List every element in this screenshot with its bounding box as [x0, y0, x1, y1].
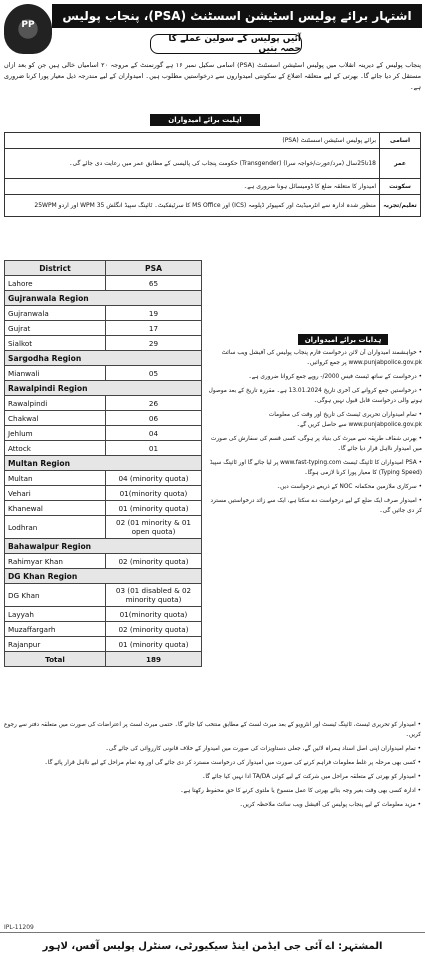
ad-subtitle: آئیں پولیس کے سولین عملے کا حصہ بنیں [150, 34, 302, 54]
psa-count: 01 [106, 441, 202, 456]
district-name: DG Khan [5, 584, 106, 607]
district-name: Rawalpindi [5, 396, 106, 411]
district-row [5, 622, 202, 637]
district-name: Lodhran [5, 516, 106, 539]
district-row [5, 321, 202, 336]
col-district: District [5, 261, 106, 276]
district-name: Chakwal [5, 411, 106, 426]
psa-count: 04 [106, 426, 202, 441]
req-row-domicile [5, 179, 421, 195]
psa-count: 02 (minority quota) [106, 622, 202, 637]
instruction-item: • PSA امیدواران کا ٹائپنگ ٹیسٹ www.fast-typing.com پر لیا جائے گا اور ٹائپنگ سپیڈ (Typing Speed) کا معیار پورا کرنا لازمی ہوگا۔ [209, 460, 422, 476]
req-domicile-value: امیدوار کا متعلقہ ضلع کا ڈومیسائل ہونا ضروری ہے۔ [5, 179, 380, 195]
district-name: Rahimyar Khan [5, 554, 106, 569]
note-item: • امیدوار کو تحریری ٹیسٹ، ٹائپنگ ٹیسٹ اور انٹرویو کے بعد میرٹ لسٹ کے مطابق منتخب کیا جائے گا۔ حتمی میرٹ لسٹ پر اعتراضات کی صورت میں متعلقہ دفتر سے رجوع کریں۔ [3, 722, 421, 738]
region-name: Gujranwala Region [5, 291, 202, 306]
instruction-item: • خواہشمند امیدواران آن لائن درخواست فارم پنجاب پولیس کی آفیشل ویب سائٹ www.punjabpolice.gov.pk پر جمع کروائیں۔ [221, 350, 422, 366]
note-item: • مزید معلومات کے لیے پنجاب پولیس کی آفیشل ویب سائٹ ملاحظہ کریں۔ [239, 802, 421, 808]
district-name: Muzaffargarh [5, 622, 106, 637]
instruction-item: • بھرتی شفاف طریقہ سے میرٹ کی بنیاد پر ہوگی، کسی قسم کی سفارش کی صورت میں امیدوار نااہل قرار دیا جائے گا۔ [210, 436, 422, 452]
requirements-heading: اہلیت برائے امیدواران [150, 114, 260, 126]
psa-count: 01 (minority quota) [106, 637, 202, 652]
district-name: Lahore [5, 276, 106, 291]
district-row [5, 411, 202, 426]
district-name: Total [5, 652, 106, 667]
instructions-heading: ہدایات برائے امیدواران [298, 334, 388, 345]
district-name: Sialkot [5, 336, 106, 351]
punjab-police-logo [4, 4, 52, 54]
district-table [4, 260, 202, 667]
district-name: Gujranwala [5, 306, 106, 321]
psa-count: 17 [106, 321, 202, 336]
req-row-age [5, 149, 421, 179]
psa-count: 65 [106, 276, 202, 291]
req-row-post [5, 133, 421, 149]
district-row [5, 554, 202, 569]
psa-count: 29 [106, 336, 202, 351]
psa-count: 189 [106, 652, 202, 667]
total-row [5, 652, 202, 667]
instruction-item: • تمام امیدواران تحریری ٹیسٹ کی تاریخ اور وقت کی معلومات www.punjabpolice.gov.pk سے حاصل کریں گے۔ [268, 412, 422, 428]
req-post-value: برائے پولیس اسٹیشن اسسٹنٹ (PSA) [5, 133, 380, 149]
district-row [5, 584, 202, 607]
district-row [5, 396, 202, 411]
region-name: DG Khan Region [5, 569, 202, 584]
district-row [5, 426, 202, 441]
req-post-label: اسامی [380, 133, 421, 149]
district-name: Jehlum [5, 426, 106, 441]
district-name: Attock [5, 441, 106, 456]
district-name: Rajanpur [5, 637, 106, 652]
district-row [5, 607, 202, 622]
region-name: Bahawalpur Region [5, 539, 202, 554]
psa-count: 26 [106, 396, 202, 411]
note-item: • ادارہ کسی بھی وقت بغیر وجہ بتائے بھرتی کا عمل منسوخ یا ملتوی کرنے کا حق محفوظ رکھتا ہے۔ [180, 788, 421, 794]
col-psa: PSA [106, 261, 202, 276]
district-row [5, 637, 202, 652]
instruction-item: • درخواست کے ساتھ ٹیسٹ فیس 2000/- روپے جمع کروانا ضروری ہے۔ [248, 374, 422, 380]
region-row [5, 351, 202, 366]
footer-divider [0, 932, 425, 933]
footer-advertiser: المشتہر: اے آئی جی ایڈمن اینڈ سیکیورٹی، سنٹرل پولیس آفس، لاہور [42, 940, 383, 952]
note-item: • کسی بھی مرحلہ پر غلط معلومات فراہم کرنے کی صورت میں امیدوار کی درخواست مسترد کر دی جائے گی اور وہ تمام مراحل کے لیے نااہل قرار پائے گا۔ [44, 760, 421, 766]
psa-count: 03 (01 disabled & 02 minority quota) [106, 584, 202, 607]
ad-code: IPL-11209 [4, 924, 34, 931]
region-row [5, 456, 202, 471]
psa-count: 04 (minority quota) [106, 471, 202, 486]
req-age-label: عمر [380, 149, 421, 179]
psa-count: 01 (minority quota) [106, 501, 202, 516]
instruction-item: • درخواستیں جمع کروانے کی آخری تاریخ 13.01.2024 ہے۔ مقررہ تاریخ کے بعد موصول ہونے والی درخواست قابل قبول نہیں ہوگی۔ [208, 388, 422, 404]
region-name: Multan Region [5, 456, 202, 471]
district-row [5, 501, 202, 516]
psa-count: 02 (01 minority & 01 open quota) [106, 516, 202, 539]
district-row [5, 276, 202, 291]
district-name: Khanewal [5, 501, 106, 516]
region-name: Rawalpindi Region [5, 381, 202, 396]
note-item: • تمام امیدواران اپنی اصل اسناد ہمراہ لائیں گے، جعلی دستاویزات کی صورت میں امیدوار کے خلاف قانونی کارروائی کی جائے گی۔ [105, 746, 421, 752]
region-row [5, 291, 202, 306]
req-edu-value: منظور شدہ ادارہ سے انٹرمیڈیٹ اور کمپیوٹر ڈپلومہ (ICS) اور MS Office کا سرٹیفکیٹ۔ ٹائپنگ سپیڈ انگلش 35 WPM اور اردو 25WPM [5, 195, 380, 217]
district-row [5, 486, 202, 501]
district-table-body [5, 276, 202, 667]
region-name: Sargodha Region [5, 351, 202, 366]
notes-list [4, 720, 421, 814]
district-name: Layyah [5, 607, 106, 622]
req-edu-label: تعلیم/تجربہ [380, 195, 421, 217]
psa-count: 06 [106, 411, 202, 426]
logo-mark: PP [21, 20, 35, 30]
psa-count: 05 [106, 366, 202, 381]
psa-count: 19 [106, 306, 202, 321]
note-item: • امیدوار کو بھرتی کے متعلقہ مراحل میں شرکت کے لیے کوئی TA/DA ادا نہیں کیا جائے گا۔ [201, 774, 421, 780]
psa-count: 01(minority quota) [106, 486, 202, 501]
req-age-value: 18تا25سال (مرد/عورت/خواجہ سرا) (Transgender) حکومت پنجاب کی پالیسی کے مطابق عمر میں رعایت دی جائے گی۔ [5, 149, 380, 179]
instruction-item: • سرکاری ملازمین محکمانہ NOC کے ذریعے درخواست دیں۔ [276, 484, 422, 490]
district-row [5, 336, 202, 351]
req-domicile-label: سکونت [380, 179, 421, 195]
district-name: Multan [5, 471, 106, 486]
requirements-table [4, 132, 421, 217]
district-name: Mianwali [5, 366, 106, 381]
district-row [5, 441, 202, 456]
district-row [5, 306, 202, 321]
region-row [5, 569, 202, 584]
district-row [5, 471, 202, 486]
region-row [5, 381, 202, 396]
instructions-list [208, 348, 422, 520]
district-name: Vehari [5, 486, 106, 501]
instruction-item: • امیدوار صرف ایک ضلع کے لیے درخواست دے سکتا ہے، ایک سے زائد درخواستیں مسترد کر دی جائیں گی۔ [210, 498, 422, 514]
district-row [5, 366, 202, 381]
intro-paragraph: پنجاب پولیس کے دیرینہ انقلاب میں پولیس اسٹیشن اسسٹنٹ (PSA) اسامی سکیل نمبر ۱۶ ہے گورنمنٹ کے مروجہ ۲۰ اسامیاں خالی ہیں جن کو بعد ازاں مستقل کر دیا جائے گا۔ بھرتی کے لیے متعلقہ اضلاع کے سکونتی امیدواروں سے درخواستیں مطلوب ہیں۔ امیدواران کے لیے مندرجہ ذیل معیار پورا کرنا ضروری ہے۔ [4, 61, 421, 91]
district-row [5, 516, 202, 539]
req-row-education [5, 195, 421, 217]
psa-count: 01(minority quota) [106, 607, 202, 622]
psa-count: 02 (minority quota) [106, 554, 202, 569]
ad-title: اشتہار برائے پولیس اسٹیشن اسسٹنٹ (PSA)، پنجاب پولیس [52, 4, 422, 28]
district-name: Gujrat [5, 321, 106, 336]
region-row [5, 539, 202, 554]
